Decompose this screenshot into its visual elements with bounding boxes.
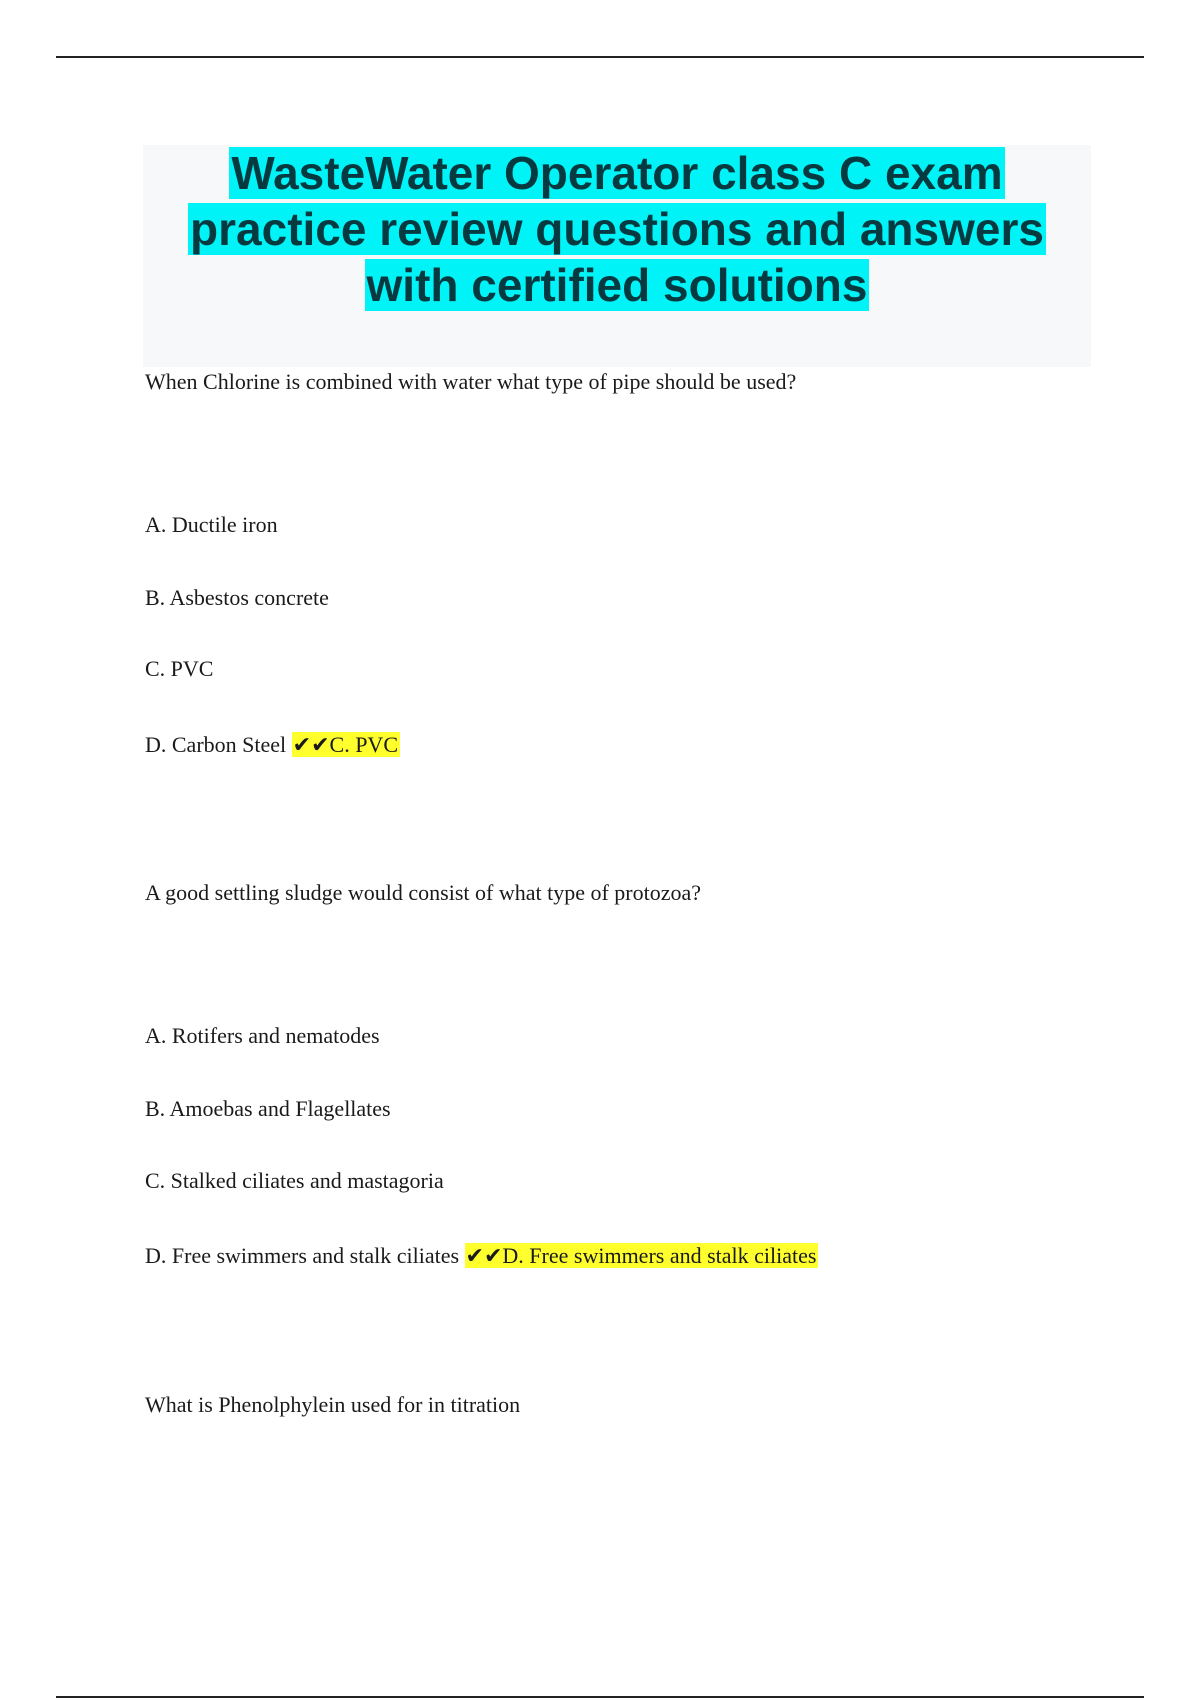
question-2-option-d-label: D. Free swimmers and stalk ciliates — [145, 1243, 460, 1268]
question-2-prompt: A good settling sludge would consist of what type of protozoa? — [145, 880, 702, 905]
question-1-option-d — [145, 731, 400, 759]
question-2-option-b: B. Amoebas and Flagellates — [145, 1096, 391, 1121]
bottom-rule — [56, 1696, 1144, 1698]
question-3-prompt: What is Phenolphylein used for in titration — [145, 1392, 521, 1417]
question-2-option-d — [145, 1242, 818, 1270]
question-1-option-a: A. Ductile iron — [145, 512, 278, 537]
question-1-answer: ✔✔C. PVC — [292, 732, 398, 757]
question-2-option-c: C. Stalked ciliates and mastagoria — [145, 1168, 444, 1193]
document-title: WasteWater Operator class C exam practice review questions and answers with certified solutions — [190, 147, 1044, 311]
question-1-prompt: When Chlorine is combined with water what type of pipe should be used? — [145, 369, 797, 394]
question-2-answer: ✔✔D. Free swimmers and stalk ciliates — [465, 1243, 817, 1268]
question-1-option-d-label: D. Carbon Steel — [145, 732, 287, 757]
top-rule — [56, 56, 1144, 58]
question-1-option-c: C. PVC — [145, 656, 214, 681]
question-1-option-b: B. Asbestos concrete — [145, 585, 329, 610]
question-2-option-a: A. Rotifers and nematodes — [145, 1023, 380, 1048]
